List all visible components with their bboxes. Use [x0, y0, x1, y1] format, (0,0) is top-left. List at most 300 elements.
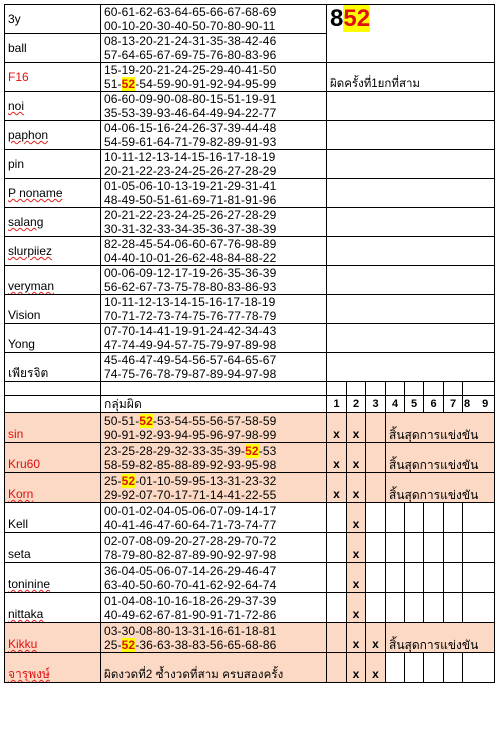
result-digit-red: 52 [343, 5, 371, 32]
number-line-1 [104, 353, 323, 367]
mark-x: x [352, 487, 360, 501]
numbers-text: 35-53-39-93-46-64-49-94-22-77 [104, 106, 277, 120]
round-mark [327, 443, 347, 473]
numbers-text: 20-21-22-23-24-25-26-27-28-29 [104, 164, 277, 178]
round-mark [366, 653, 386, 683]
round-mark [366, 443, 386, 473]
blank-cell [5, 396, 101, 413]
numbers-text: 15-19-20-21-24-25-29-40-41-50 [104, 63, 277, 77]
round-mark [327, 413, 347, 443]
table-row [5, 266, 495, 295]
numbers-text: 20-21-22-23-24-25-26-27-28-29 [104, 208, 277, 222]
numbers-text: 90-91-92-93-94-95-96-97-98-99 [104, 427, 277, 442]
contestant-name-text: toninine [8, 577, 51, 591]
round-number: 3 [372, 398, 379, 410]
contestant-name-text: veryman [8, 279, 55, 293]
side-note [327, 5, 495, 63]
number-line-1 [104, 534, 323, 548]
contestant-name [5, 353, 101, 382]
side-note [327, 208, 495, 237]
numbers-text: 04-06-15-16-24-26-37-39-44-48 [104, 121, 277, 135]
blank-cell [327, 382, 347, 396]
numbers-text: 01-05-06-10-13-19-21-29-31-41 [104, 179, 277, 193]
number-line-2 [104, 19, 323, 33]
numbers-text: 57-64-65-67-69-75-76-80-83-96 [104, 48, 277, 62]
blank-cell [463, 593, 495, 623]
final-status-text: สิ้นสุดการแข่งขัน [389, 458, 479, 472]
final-status-text: สิ้นสุดการแข่งขัน [389, 638, 479, 652]
contestant-name-text: seta [8, 547, 31, 561]
spacer-row [5, 382, 495, 396]
blank-cell [463, 382, 495, 396]
round-mark [327, 533, 347, 563]
number-set [101, 150, 327, 179]
table-row [5, 443, 495, 473]
round-mark [347, 503, 366, 533]
round-header [386, 396, 405, 413]
number-line-1 [104, 5, 323, 19]
number-set [101, 593, 327, 623]
highlighted-number: 52 [245, 443, 259, 458]
final-status [386, 473, 495, 503]
numbers-pre: 50-51- [104, 413, 140, 428]
group-label [101, 396, 327, 413]
table-row [5, 653, 495, 683]
number-set [101, 443, 327, 473]
number-set [101, 623, 327, 653]
blank-cell [386, 593, 405, 623]
number-line-1 [104, 121, 323, 135]
blank-cell [405, 593, 424, 623]
numbers-text: 63-40-50-60-70-41-62-92-64-74 [104, 577, 277, 592]
round-mark [366, 593, 386, 623]
number-set [101, 208, 327, 237]
highlighted-number: 52 [121, 637, 136, 652]
blank-cell [424, 563, 444, 593]
contestant-name-text: Kell [8, 517, 29, 531]
table-row [5, 413, 495, 443]
contestant-name [5, 5, 101, 34]
result-number [330, 5, 370, 32]
number-line-1 [104, 624, 323, 638]
number-line-1 [104, 92, 323, 106]
number-line-2 [104, 106, 323, 120]
blank-cell [386, 563, 405, 593]
numbers-post: -53 [258, 443, 277, 458]
side-note [327, 92, 495, 121]
blank-cell [444, 533, 463, 563]
mark-x: x [352, 517, 360, 531]
table-row [5, 473, 495, 503]
blank-cell [405, 533, 424, 563]
table-row [5, 623, 495, 653]
contestant-name-text: paphon [8, 128, 49, 142]
number-set [101, 413, 327, 443]
blank-cell [463, 503, 495, 533]
table-row [5, 92, 495, 121]
number-line-1 [104, 237, 323, 251]
numbers-text: 60-61-62-63-64-65-66-67-68-69 [104, 5, 277, 19]
round-number: 8 [464, 398, 471, 410]
mark-x: x [352, 457, 360, 471]
numbers-text: 00-10-20-30-40-50-70-80-90-11 [104, 19, 276, 33]
side-note [327, 150, 495, 179]
blank-cell [386, 533, 405, 563]
table-row [5, 295, 495, 324]
mark-x: x [352, 547, 360, 561]
number-set [101, 92, 327, 121]
contestant-name [5, 623, 101, 653]
number-line-1 [104, 179, 323, 193]
round-number: 4 [391, 398, 399, 410]
wrong-group-section [5, 382, 495, 683]
number-set [101, 179, 327, 208]
blank-cell [463, 653, 495, 683]
mark-x: x [372, 637, 379, 651]
round-mark [347, 443, 366, 473]
number-line-2 [104, 608, 323, 622]
contestant-name [5, 179, 101, 208]
contestant-name [5, 413, 101, 443]
numbers-text: 82-28-45-54-06-60-67-76-98-89 [104, 237, 277, 251]
blank-cell [424, 503, 444, 533]
round-mark [327, 503, 347, 533]
numbers-text: 29-92-07-70-17-71-14-41-22-55 [104, 487, 277, 502]
number-line-1 [104, 564, 323, 578]
side-note [327, 121, 495, 150]
numbers-text: 70-71-72-73-74-75-76-77-78-79 [104, 309, 277, 323]
numbers-text: 08-13-20-21-24-31-35-38-42-46 [104, 34, 277, 48]
blank-cell [463, 533, 495, 563]
table-row [5, 324, 495, 353]
contestant-name-text: F16 [8, 70, 29, 84]
numbers-text: 02-07-08-09-20-27-28-29-70-72 [104, 533, 277, 548]
final-status [386, 413, 495, 443]
number-line-1 [104, 63, 323, 77]
numbers-text: 47-74-49-94-57-75-79-97-89-98 [104, 338, 277, 352]
side-note [327, 295, 495, 324]
numbers-text: 03-30-08-80-13-31-16-61-18-81 [104, 623, 277, 638]
blank-cell [5, 382, 101, 396]
numbers-text: 40-49-62-67-81-90-91-71-72-86 [104, 607, 277, 622]
round-mark [366, 473, 386, 503]
number-line-1 [104, 266, 323, 280]
blank-cell [386, 653, 405, 683]
numbers-text: 45-46-47-49-54-56-57-64-65-67 [104, 353, 277, 367]
contestant-name [5, 150, 101, 179]
round-mark [347, 473, 366, 503]
mark-x: x [352, 427, 360, 441]
side-note [327, 353, 495, 382]
number-line-2 [104, 164, 323, 178]
numbers-text: 30-31-32-33-34-35-36-37-38-39 [104, 222, 277, 236]
round-header [463, 396, 495, 413]
round-header [366, 396, 386, 413]
blank-cell [444, 653, 463, 683]
result-digit-black: 8 [330, 5, 344, 32]
number-line-2 [104, 518, 323, 532]
contestant-name-text: P noname [8, 186, 63, 200]
numbers-text: 00-06-09-12-17-19-26-35-36-39 [104, 266, 277, 280]
table-row [5, 563, 495, 593]
number-set [101, 295, 327, 324]
numbers-post: -53-54-55-56-57-58-59 [152, 413, 277, 428]
number-line-1 [104, 594, 323, 608]
contestant-name [5, 473, 101, 503]
round-mark [347, 593, 366, 623]
number-line-2 [104, 222, 323, 236]
blank-cell [424, 533, 444, 563]
blank-cell [444, 593, 463, 623]
table-row [5, 593, 495, 623]
round-mark [327, 473, 347, 503]
number-line-2 [104, 338, 323, 352]
contestant-name [5, 295, 101, 324]
number-line-2 [104, 458, 323, 472]
side-note-text: ผิดครั้งที่1ยกที่สาม [330, 78, 421, 90]
numbers-pre: 51- [104, 77, 122, 91]
blank-cell [444, 382, 463, 396]
round-mark [366, 623, 386, 653]
round-mark [327, 653, 347, 683]
blank-cell [405, 653, 424, 683]
number-line-1 [104, 504, 323, 518]
number-set [101, 353, 327, 382]
numbers-pre: 23-25-28-29-32-33-35-39- [104, 443, 246, 458]
number-line-1 [104, 324, 323, 338]
results-sheet [4, 4, 495, 683]
contestant-name-text: จารุพงษ์ [8, 667, 50, 681]
numbers-pre: 25- [104, 637, 122, 652]
contestant-name [5, 533, 101, 563]
contestant-name-text: sin [8, 427, 24, 441]
mark-x: x [333, 427, 340, 441]
table-row [5, 179, 495, 208]
mark-x: x [333, 487, 340, 501]
number-set [101, 266, 327, 295]
number-line-2 [104, 77, 323, 91]
group-label-text: กลุ่มผิด [104, 397, 142, 411]
numbers-text: 10-11-12-13-14-15-16-17-18-19 [104, 150, 276, 164]
mark-x: x [352, 607, 360, 621]
blank-cell [101, 382, 327, 396]
table-row [5, 208, 495, 237]
numbers-text: 04-40-10-01-26-62-48-84-88-22 [104, 251, 277, 265]
contestant-name [5, 563, 101, 593]
mark-x: x [333, 457, 340, 471]
number-line-2 [104, 488, 323, 502]
number-line-1 [104, 208, 323, 222]
round-mark [366, 413, 386, 443]
mark-x: x [352, 667, 360, 681]
number-line-2 [104, 251, 323, 265]
contestant-name-text: เพียรจิต [8, 366, 49, 380]
number-set [101, 121, 327, 150]
contestant-name [5, 503, 101, 533]
round-mark [347, 653, 366, 683]
mark-x: x [352, 637, 360, 651]
mark-x: x [352, 577, 360, 591]
blank-cell [463, 563, 495, 593]
number-line-1 [104, 444, 323, 458]
highlighted-number: 52 [139, 413, 153, 428]
note-cell [101, 653, 327, 683]
contestant-name-text: pin [8, 157, 25, 171]
round-header [405, 396, 424, 413]
table-row [5, 533, 495, 563]
round-number: 7 [449, 398, 457, 410]
round-mark [347, 533, 366, 563]
round-mark [366, 563, 386, 593]
number-line-2 [104, 428, 323, 442]
blank-cell [386, 382, 405, 396]
mark-x: x [372, 667, 379, 681]
side-note [327, 63, 495, 92]
numbers-text: 36-04-05-06-07-14-26-29-46-47 [104, 563, 277, 578]
numbers-post: -36-63-38-83-56-65-68-86 [135, 637, 277, 652]
round-header [424, 396, 444, 413]
side-note [327, 237, 495, 266]
round-mark [366, 503, 386, 533]
numbers-text: 01-04-08-10-16-18-26-29-37-39 [104, 593, 277, 608]
round-mark [366, 533, 386, 563]
round-mark [347, 623, 366, 653]
contestant-name [5, 237, 101, 266]
contestant-name [5, 208, 101, 237]
round-mark [327, 563, 347, 593]
contestant-name [5, 121, 101, 150]
number-line-2 [104, 548, 323, 562]
contestant-name-text: salang [8, 215, 44, 229]
number-line-2 [104, 638, 323, 652]
numbers-text: 74-75-76-78-79-87-89-94-97-98 [104, 367, 277, 381]
numbers-text: 78-79-80-82-87-89-90-92-97-98 [104, 547, 277, 562]
number-set [101, 5, 327, 34]
blank-cell [444, 503, 463, 533]
numbers-text: 58-59-82-85-88-89-92-93-95-98 [104, 457, 277, 472]
table-row [5, 503, 495, 533]
contestant-name [5, 34, 101, 63]
round-number: 1 [333, 398, 340, 410]
blank-cell [405, 382, 424, 396]
number-line-2 [104, 309, 323, 323]
round-number: 6 [430, 398, 437, 410]
contestant-name [5, 324, 101, 353]
numbers-text: 10-11-12-13-14-15-16-17-18-19 [104, 295, 276, 309]
blank-cell [424, 593, 444, 623]
side-note [327, 179, 495, 208]
numbers-post: -54-59-90-91-92-94-95-99 [135, 77, 277, 91]
numbers-text: 56-62-67-73-75-78-80-83-86-93 [104, 280, 277, 294]
table-row [5, 63, 495, 92]
number-line-2 [104, 578, 323, 592]
blank-cell [366, 382, 386, 396]
final-status-text: สิ้นสุดการแข่งขัน [389, 488, 479, 502]
numbers-text: 54-59-61-64-71-79-82-89-91-93 [104, 135, 277, 149]
round-header [444, 396, 463, 413]
number-line-1 [104, 295, 323, 309]
contestant-name-text: slurpiiez [8, 244, 53, 258]
number-line-1 [104, 34, 323, 48]
number-set [101, 473, 327, 503]
round-number: 2 [352, 398, 360, 410]
round-number: 9 [482, 398, 489, 410]
contestant-name-text: 3y [8, 12, 21, 26]
number-line-2 [104, 48, 323, 62]
number-line-2 [104, 193, 323, 207]
highlighted-number: 52 [121, 77, 136, 91]
side-note [327, 266, 495, 295]
number-line-2 [104, 280, 323, 294]
number-line-1 [104, 150, 323, 164]
number-set [101, 63, 327, 92]
number-line-2 [104, 367, 323, 381]
table-row [5, 5, 495, 34]
blank-cell [424, 653, 444, 683]
numbers-text: 06-60-09-90-08-80-15-51-19-91 [104, 92, 277, 106]
final-status-text: สิ้นสุดการแข่งขัน [389, 428, 479, 442]
contestant-name-text: noi [8, 99, 25, 113]
blank-cell [405, 563, 424, 593]
number-line-1 [104, 474, 323, 488]
group-header-row [5, 396, 495, 413]
numbers-text: 00-01-02-04-05-06-07-09-14-17 [104, 503, 277, 518]
round-mark [327, 593, 347, 623]
table-row [5, 353, 495, 382]
side-note [327, 324, 495, 353]
table-row [5, 237, 495, 266]
number-set [101, 503, 327, 533]
contestant-name [5, 593, 101, 623]
table-row [5, 150, 495, 179]
round-header [327, 396, 347, 413]
number-set [101, 563, 327, 593]
numbers-post: -01-10-59-95-13-31-23-32 [135, 473, 277, 488]
contestant-name-text: Vision [8, 308, 41, 322]
table-row [5, 121, 495, 150]
contestant-name [5, 653, 101, 683]
number-set [101, 324, 327, 353]
round-number: 5 [410, 398, 418, 410]
blank-cell [386, 503, 405, 533]
highlighted-number: 52 [121, 473, 136, 488]
final-status [386, 623, 495, 653]
blank-cell [444, 563, 463, 593]
numbers-text: 07-70-14-41-19-91-24-42-34-43 [104, 324, 277, 338]
number-set [101, 34, 327, 63]
round-mark [347, 563, 366, 593]
number-line-2 [104, 135, 323, 149]
contestant-name [5, 63, 101, 92]
contestant-name [5, 92, 101, 121]
round-header [347, 396, 366, 413]
number-set [101, 237, 327, 266]
note-text: ผิดงวดที่2 ซ้ำงวดที่สาม ครบสองครั้ง [104, 669, 284, 681]
contestants-section [5, 5, 495, 382]
round-mark [347, 413, 366, 443]
contestant-name-text: Kru60 [8, 457, 41, 471]
contestant-name-text: Kikku [8, 637, 38, 651]
number-set [101, 533, 327, 563]
number-line-1 [104, 414, 323, 428]
blank-cell [405, 503, 424, 533]
contestant-name-text: ball [8, 41, 27, 55]
blank-cell [347, 382, 366, 396]
blank-cell [424, 382, 444, 396]
contestant-name [5, 266, 101, 295]
contestant-name-text: nittaka [8, 607, 44, 621]
numbers-text: 48-49-50-51-61-69-71-81-91-96 [104, 193, 277, 207]
